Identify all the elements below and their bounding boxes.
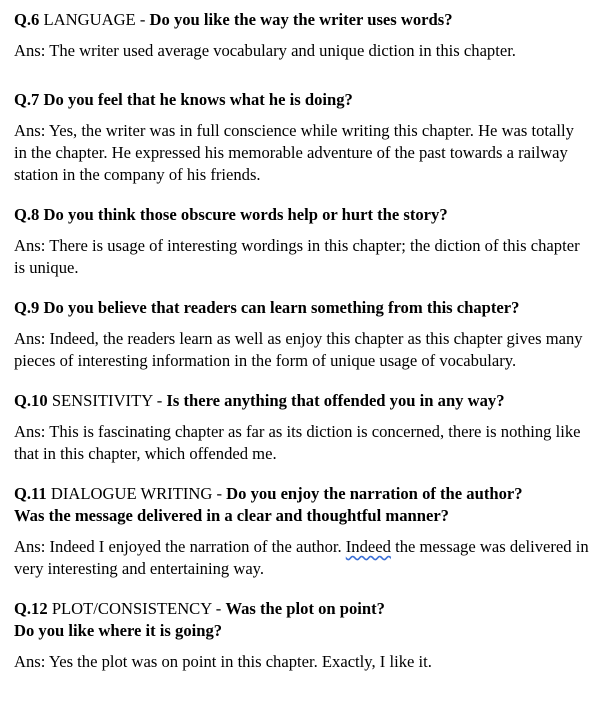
question-label: Q.7 (14, 90, 40, 109)
question-label: Q.12 (14, 599, 48, 618)
answer-9: Ans: Indeed, the readers learn as well as enjoy this chapter as this chapter gives many pieces of interesting information in the form of unique usage of vocabulary. (14, 329, 583, 370)
question-text: Do you feel that he knows what he is doing? (43, 90, 353, 109)
question-9 (14, 297, 590, 319)
question-text: Do you enjoy the narration of the author? (226, 484, 523, 503)
answer-text: Ans: Indeed I enjoyed the narration of the author. (14, 537, 346, 556)
question-12: Q.12 PLOT/CONSISTENCY - Was the plot on point? (14, 599, 385, 618)
qa-block-6 (14, 9, 590, 62)
qa-block-9 (14, 297, 590, 372)
spellcheck-flagged-word[interactable]: Indeed (345, 537, 391, 556)
qa-block-11 (14, 483, 590, 580)
qa-block-7 (14, 89, 590, 186)
question-label: Q.11 (14, 484, 47, 503)
question-text: Is there anything that offended you in any way? (166, 391, 505, 410)
question-label: Q.8 (14, 205, 40, 224)
question-label: Q.9 (14, 298, 40, 317)
question-7 (14, 89, 590, 111)
question-topic: DIALOGUE WRITING (50, 484, 213, 503)
question-6: Q.6 LANGUAGE - Do you like the way the writer uses words? (14, 10, 453, 29)
question-text: Do you believe that readers can learn something from this chapter? (43, 298, 520, 317)
question-label: Q.10 (14, 391, 48, 410)
question-topic: PLOT/CONSISTENCY (51, 599, 212, 618)
question-11: Q.11 DIALOGUE WRITING - Do you enjoy the narration of the author? (14, 484, 523, 503)
qa-block-8 (14, 204, 590, 279)
question-8 (14, 204, 590, 226)
question-topic: LANGUAGE (43, 10, 136, 29)
question-11-line-2: Was the message delivered in a clear and thoughtful manner? (14, 506, 449, 525)
qa-block-10 (14, 390, 590, 465)
answer-7: Ans: Yes, the writer was in full conscience while writing this chapter. He was totally in the chapter. He expressed his memorable adventure of the past towards a railway station in the company of his friends. (14, 121, 574, 184)
question-text: Do you think those obscure words help or hurt the story? (43, 205, 448, 224)
question-label: Q.6 (14, 10, 40, 29)
answer-8: Ans: There is usage of interesting wordings in this chapter; the diction of this chapter is unique. (14, 236, 580, 277)
answer-10: Ans: This is fascinating chapter as far as its diction is concerned, there is nothing like that in this chapter, which offended me. (14, 422, 581, 463)
question-topic: SENSITIVITY (51, 391, 153, 410)
answer-12: Ans: Yes the plot was on point in this chapter. Exactly, I like it. (14, 652, 432, 671)
question-10: Q.10 SENSITIVITY - Is there anything that offended you in any way? (14, 391, 505, 410)
question-text: Was the plot on point? (225, 599, 385, 618)
answer-text: the message was delivered in very interesting and entertaining way. (14, 537, 589, 578)
answer-6: Ans: The writer used average vocabulary and unique diction in this chapter. (14, 41, 516, 60)
question-12-line-2: Do you like where it is going? (14, 621, 223, 640)
answer-11 (14, 536, 590, 580)
question-text: Do you like the way the writer uses words? (149, 10, 453, 29)
qa-block-12 (14, 598, 590, 673)
